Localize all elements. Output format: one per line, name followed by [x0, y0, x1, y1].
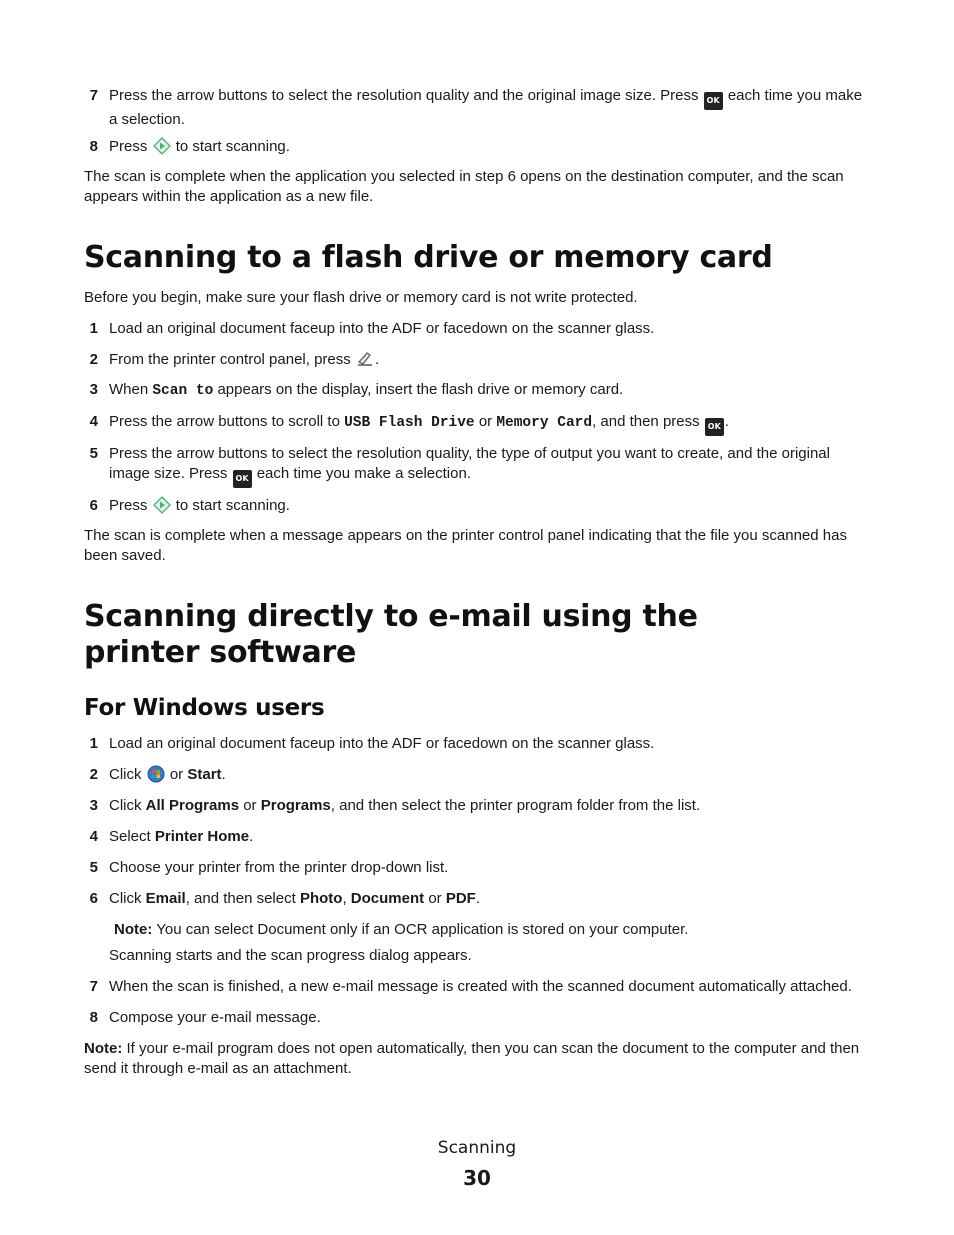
- footer-section-name: Scanning: [437, 1138, 517, 1158]
- step-number: 2: [89, 351, 98, 368]
- scan-complete-paragraph: The scan is complete when the application you selected in step 6 opens on the destination computer, and the scan appears within the application as a new file.: [84, 168, 844, 205]
- step-text: Load an original document faceup into the ADF or facedown on the scanner glass.: [109, 320, 655, 337]
- step-text: Press the arrow buttons to select the resolution quality, the type of output you want to create, and the original image size. Press OK each time you make a selection.: [109, 444, 874, 488]
- step-text: Choose your printer from the printer drop-down list.: [109, 859, 449, 876]
- step-text: Click or Start.: [109, 766, 226, 783]
- ok-button-icon: OK: [233, 470, 252, 488]
- step-number: 8: [89, 1009, 98, 1026]
- step-text: From the printer control panel, press .: [109, 351, 380, 368]
- step-number: 1: [89, 320, 98, 337]
- step-number: 4: [89, 413, 98, 430]
- step-text: When the scan is finished, a new e-mail message is created with the scanned document automatically attached.: [109, 978, 852, 995]
- step-number: 5: [89, 445, 98, 462]
- step-number: 7: [89, 978, 98, 995]
- step-number: 4: [89, 828, 98, 845]
- scan-icon: [356, 350, 374, 368]
- display-text-usb: USB Flash Drive: [344, 415, 475, 431]
- flash-outro: The scan is complete when a message appears on the printer control panel indicating that the file you scanned has been saved.: [84, 527, 847, 564]
- step-number: 3: [89, 381, 98, 398]
- step-text: Click All Programs or Programs, and then select the printer program folder from the list.: [109, 797, 701, 814]
- step-number: 1: [89, 735, 98, 752]
- footer-page-number: 30: [463, 1166, 491, 1190]
- flash-intro: Before you begin, make sure your flash drive or memory card is not write protected.: [84, 289, 638, 306]
- note-email-program: Note: If your e-mail program does not open automatically, then you can scan the document to the computer and then send it through e-mail as an attachment.: [84, 1040, 860, 1077]
- step-text: Press to start scanning.: [109, 138, 290, 155]
- step-number: 6: [89, 497, 98, 514]
- windows-start-icon: [147, 765, 165, 783]
- ok-button-icon: OK: [705, 418, 724, 436]
- step-text: Click Email, and then select Photo, Document or PDF.: [109, 890, 480, 907]
- step-text: Load an original document faceup into the ADF or facedown on the scanner glass.: [109, 735, 655, 752]
- subheading-windows: For Windows users: [84, 695, 325, 721]
- step-number: 5: [89, 859, 98, 876]
- step-text: When Scan to appears on the display, insert the flash drive or memory card.: [109, 381, 624, 399]
- step-number: 6: [89, 890, 98, 907]
- step-text: Compose your e-mail message.: [109, 1009, 321, 1026]
- start-icon: [153, 137, 171, 155]
- ok-button-icon: OK: [704, 92, 723, 110]
- start-icon: [153, 496, 171, 514]
- heading-email: Scanning directly to e-mail using the printer software: [84, 599, 698, 670]
- step-text: Select Printer Home.: [109, 828, 254, 845]
- step-number: 3: [89, 797, 98, 814]
- step-number: 2: [89, 766, 98, 783]
- display-text-scan-to: Scan to: [152, 383, 214, 399]
- note-ocr: Note: You can select Document only if an OCR application is stored on your computer.: [114, 921, 689, 938]
- scan-progress-text: Scanning starts and the scan progress dialog appears.: [109, 947, 472, 964]
- step-number: 7: [89, 87, 98, 104]
- step-number: 8: [89, 138, 98, 155]
- step-text: Press the arrow buttons to scroll to USB Flash Drive or Memory Card, and then press OK .: [109, 412, 874, 436]
- display-text-memory-card: Memory Card: [496, 415, 593, 431]
- heading-flash-drive: Scanning to a flash drive or memory card: [84, 240, 773, 275]
- step-text: Press the arrow buttons to select the resolution quality and the original image size. Press OK each time you make a selection.: [109, 87, 863, 128]
- step-text: Press to start scanning.: [109, 497, 290, 514]
